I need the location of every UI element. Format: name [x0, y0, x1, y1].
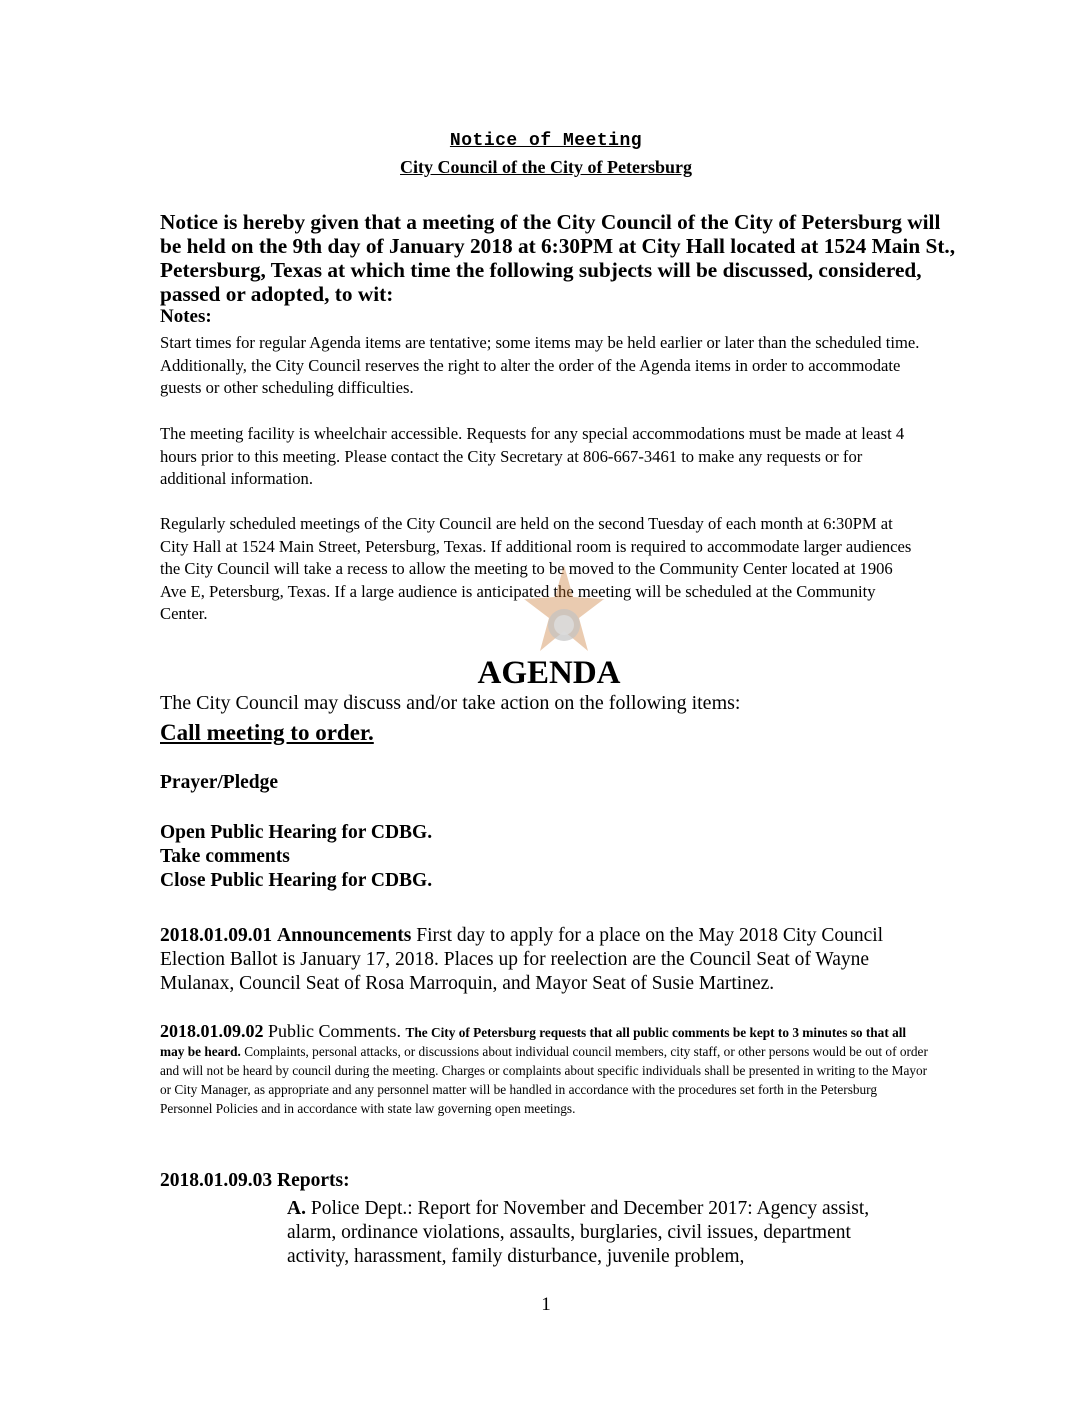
council-subtitle: City Council of the City of Petersburg: [400, 157, 692, 177]
item-text: First day to apply for a place on the May 2018 City Council Election Ballot is January 17, 2018. Places up for reelection are the Council Seat of Wayne Mulanax, Council Seat of Rosa Marroquin, and Mayor Seat of Susie Martinez.: [160, 925, 884, 994]
item-heading: Announcements: [277, 925, 412, 946]
report-police-dept: [287, 1197, 917, 1269]
notice-lead-paragraph: Notice is hereby given that a meeting of the City Council of the City of Petersburg will be held on the 9th day of January 2018 at 6:30PM at City Hall located at 1524 Main St., Petersburg, Texas at which time the following subjects will be discussed, considered, passed or adopted, to wit:: [160, 210, 956, 306]
notes-paragraph-regular-meetings: Regularly scheduled meetings of the City Council are held on the second Tuesday of each month at 6:30PM at City Hall at 1524 Main Street, Petersburg, Texas. If additional room is required to accommodate larger audiences the City Council will take a recess to allow the meeting to be moved to the Community Center located at 1906 Ave E, Petersburg, Texas. If a large audience is anticipated the meeting will be scheduled at the Community Center.: [160, 514, 912, 623]
agenda-intro: The City Council may discuss and/or take action on the following items:: [160, 692, 741, 714]
notice-title: Notice of Meeting: [449, 131, 643, 151]
notes-paragraph-accessibility: The meeting facility is wheelchair accessible. Requests for any special accommodations must be made at least 4 hours prior to this meeting. Please contact the City Secretary at 806-667-3461 to make any requests or for additional information.: [160, 424, 905, 488]
open-hearing-item: Open Public Hearing for CDBG.: [160, 822, 433, 843]
agenda-item-reports-heading: 2018.01.09.03 Reports:: [160, 1170, 350, 1191]
notes-heading: Notes:: [160, 306, 212, 327]
report-label: A.: [287, 1198, 306, 1219]
item-heading: Public Comments.: [263, 1021, 406, 1041]
take-comments-item: Take comments: [160, 846, 290, 867]
prayer-pledge-item: Prayer/Pledge: [160, 772, 279, 793]
notes-paragraph-schedule: Start times for regular Agenda items are tentative; some items may be held earlier or later than the scheduled time. Additionally, the City Council reserves the right to alter the order of the Agenda items in order to accommodate guests or other scheduling difficulties.: [160, 333, 920, 397]
call-to-order-heading: Call meeting to order.: [160, 720, 374, 745]
city-seal-star-icon: [523, 563, 605, 663]
close-hearing-item: Close Public Hearing for CDBG.: [160, 870, 433, 891]
agenda-item-public-comments: [160, 1022, 930, 1118]
item-bold-text: The City of Petersburg requests that all public comments be kept to 3 minutes so that all may be heard.: [160, 1025, 907, 1059]
item-text: Complaints, personal attacks, or discussions about individual council members, city staff, or other persons would be out of order and will not be heard by council during the meeting. Charges or complaints about specific individuals shall be presented in writing to the Mayor or City Manager, as appropriate and any personnel matter will be handled in accordance with the procedures set forth in the Petersburg Personnel Policies and in accordance with state law governing open meetings.: [160, 1044, 928, 1116]
report-text: Police Dept.: Report for November and December 2017: Agency assist, alarm, ordinance violations, assaults, burglaries, civil issues, department activity, harassment, family disturbance, juvenile problem,: [287, 1198, 870, 1267]
page-number: 1: [541, 1294, 551, 1315]
item-number: 2018.01.09.01: [160, 925, 273, 946]
item-number: 2018.01.09.02: [160, 1021, 264, 1041]
agenda-item-announcements: [160, 924, 935, 996]
agenda-title: AGENDA: [477, 655, 621, 691]
